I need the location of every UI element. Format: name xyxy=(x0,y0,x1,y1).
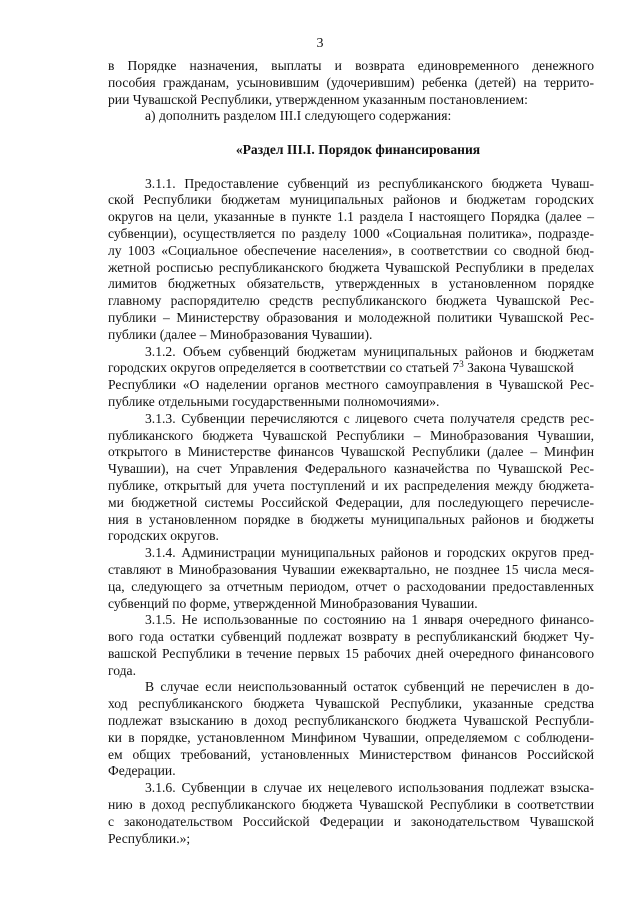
subpoint-a: а) дополнить разделом III.I следующего содержания: xyxy=(145,108,452,124)
page-number: 3 xyxy=(316,36,324,51)
document-body xyxy=(108,58,594,847)
paragraph-3-1-3 xyxy=(108,411,594,545)
text-line: публике отдельными государственными полномочиями». xyxy=(108,393,440,409)
text-line: Республики «О наделении органов местного самоуправления в Чувашской Рес- xyxy=(108,377,594,393)
text-line: ставляют в Минобразования Чувашии ежеквартально, не позднее 15 числа меся- xyxy=(108,561,594,577)
text-line: ца, следующего за отчетным периодом, отчет о расходовании предоставленных xyxy=(108,578,594,594)
text-line: В случае если неиспользованный остаток субвенций не перечислен в до- xyxy=(145,679,594,695)
text-line-part: Закона Чувашской xyxy=(463,360,574,376)
text-line: года. xyxy=(108,662,136,678)
paragraph-unused-balance xyxy=(108,679,594,780)
text-line: лу 1003 «Социальное обеспечение населения», в соответствии со сводной бюд- xyxy=(108,242,594,258)
text-line: с законодательством Российской Федерации и законодательством Чувашской xyxy=(108,813,594,829)
text-line: жетной росписью республиканского бюджета Чувашской Республики в пределах xyxy=(108,259,594,275)
text-line: публиканского бюджета Чувашской Республики – Минобразования Чувашии, xyxy=(108,427,594,443)
text-line: пособия гражданам, усыновившим (удочерившим) ребенка (детей) на террито- xyxy=(108,74,594,90)
text-line: Республики.»; xyxy=(108,830,191,846)
text-line: ния в установленном порядке в бюджеты муниципальных районов и бюджеты xyxy=(108,511,594,527)
text-line: нию в доход республиканского бюджета Чувашской Республики в соответствии xyxy=(108,797,594,813)
paragraph-3-1-2 xyxy=(108,344,594,411)
text-line: ем общих требований, установленных Министерством финансов Российской xyxy=(108,746,594,762)
paragraph-3-1-5 xyxy=(108,612,594,679)
text-line: публике, открытый для учета поступлений и их распределения между бюджета- xyxy=(108,477,594,493)
intro-paragraph xyxy=(108,58,594,125)
paragraph-3-1-4 xyxy=(108,545,594,612)
text-line: субвенций по форме, утвержденной Минобразования Чувашии. xyxy=(108,595,478,611)
paragraph-3-1-6 xyxy=(108,780,594,847)
text-line: округов на цели, указанные в пункте 1.1 раздела I настоящего Порядка (далее – xyxy=(108,209,594,225)
text-line: публики (далее – Минобразования Чувашии). xyxy=(108,326,373,342)
text-line: 3.1.1. Предоставление субвенций из республиканского бюджета Чуваш- xyxy=(145,175,594,191)
text-line: в Порядке назначения, выплаты и возврата единовременного денежного xyxy=(108,58,594,73)
text-line: ми бюджетной системы Российской Федерации, для последующего перечисле- xyxy=(108,494,594,510)
text-line: 3.1.2. Объем субвенций бюджетам муниципальных районов и бюджетам xyxy=(145,343,594,359)
text-line: Федерации. xyxy=(108,763,176,779)
text-line: 3.1.5. Не использованные по состоянию на 1 января очередного финансо- xyxy=(145,612,594,628)
text-line: подлежат взысканию в доход республиканского бюджета Чувашской Республи- xyxy=(108,713,594,729)
text-line: вашской Республики в течение первых 15 рабочих дней очередного финансового xyxy=(108,645,594,661)
text-line: главному распорядителю средств республиканского бюджета Чувашской Рес- xyxy=(108,293,594,309)
text-line: ской Республики бюджетам муниципальных районов и бюджетам городских xyxy=(108,192,594,208)
text-line: открытого в Министерстве финансов Чувашской Республики (далее – Минфин xyxy=(108,444,594,460)
text-line xyxy=(108,360,594,377)
text-line: 3.1.6. Субвенции в случае их нецелевого использования подлежат взыска- xyxy=(145,780,594,796)
article-superscript: 3 xyxy=(459,359,464,370)
text-line: лимитов бюджетных обязательств, утвержденных в установленном порядке xyxy=(108,276,594,292)
text-line: рии Чувашской Республики, утвержденном указанным постановлением: xyxy=(108,91,528,107)
text-line: городских округов. xyxy=(108,528,219,544)
text-line: ход республиканского бюджета Чувашской Республики, указанные средства xyxy=(108,696,594,712)
section-heading: «Раздел III.I. Порядок финансирования xyxy=(235,141,481,157)
text-line: субвенции), осуществляется по разделу 1000 «Социальная политика», подразде- xyxy=(108,225,594,241)
text-line: Чувашии), на счет Управления Федерального казначейства по Чувашской Рес- xyxy=(108,461,594,477)
text-line: 3.1.4. Администрации муниципальных районов и городских округов пред- xyxy=(145,545,594,561)
paragraph-3-1-1 xyxy=(108,176,594,344)
text-line: вого года остатки субвенций подлежат возврату в республиканский бюджет Чу- xyxy=(108,629,594,645)
text-line: 3.1.3. Субвенции перечисляются с лицевого счета получателя средств рес- xyxy=(145,410,594,426)
text-line: ки в порядке, установленном Минфином Чувашии, определяемом с соблюдени- xyxy=(108,729,594,745)
text-line-part: городских округов определяется в соответствии со статьей 7 xyxy=(108,360,460,376)
text-line: публики – Министерству образования и молодежной политики Чувашской Рес- xyxy=(108,309,594,325)
